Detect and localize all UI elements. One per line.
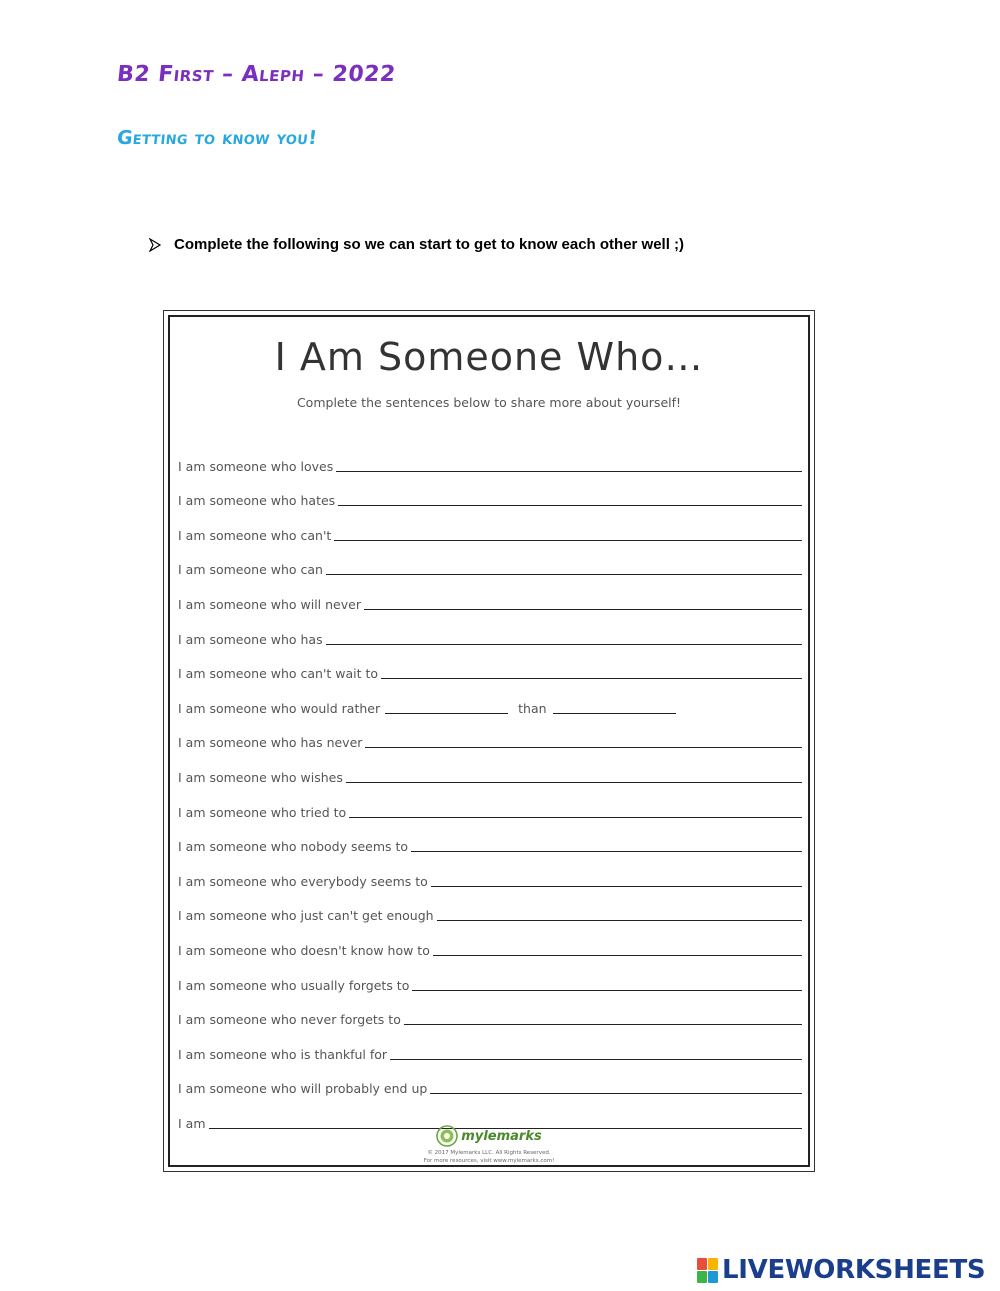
sentence-prompt: I am someone who can't <box>178 527 332 543</box>
sentence-row <box>178 510 802 545</box>
answer-blank[interactable] <box>381 678 802 679</box>
sentence-row <box>178 476 802 511</box>
answer-blank[interactable] <box>437 920 802 921</box>
sentence-prompt: I am someone who nobody seems to <box>178 839 409 855</box>
answer-blank[interactable] <box>385 713 508 714</box>
sentence-prompt: I am someone who hates <box>178 493 336 509</box>
worksheet-border <box>168 315 810 1167</box>
worksheet-image <box>163 310 815 1172</box>
answer-blank[interactable] <box>433 955 802 956</box>
arrow-bullet-icon <box>148 238 162 252</box>
sentence-prompt: I am someone who has never <box>178 735 363 751</box>
sentence-prompt: I am someone who will never <box>178 596 361 612</box>
sentence-row <box>178 856 802 891</box>
sentence-row <box>178 579 802 614</box>
sentence-row <box>178 441 802 476</box>
than-label: than <box>518 700 547 716</box>
sentence-row <box>178 614 802 649</box>
sentence-row <box>178 718 802 753</box>
copyright-line-2: For more resources, visit www.mylemarks.com! <box>423 1158 555 1164</box>
instruction-text: Complete the following so we can start to get to know each other well ;) <box>174 236 685 253</box>
answer-blank[interactable] <box>431 886 802 887</box>
mylemarks-logo-text: mylemarks <box>461 1128 542 1144</box>
brand-block-blue <box>708 1271 718 1283</box>
sentence-row <box>178 891 802 926</box>
sentence-prompt: I am someone who wishes <box>178 769 343 785</box>
sentence-prompt: I am someone who has <box>178 631 323 647</box>
sentence-prompt: I am someone who usually forgets to <box>178 977 410 993</box>
mylemarks-logo-icon <box>436 1125 458 1147</box>
answer-blank[interactable] <box>364 609 802 610</box>
sentence-prompt: I am someone who can't wait to <box>178 666 379 682</box>
answer-blank[interactable] <box>404 1024 802 1025</box>
answer-blank[interactable] <box>336 471 802 472</box>
sentence-prompt: I am someone who would rather <box>178 700 381 716</box>
instruction <box>148 236 684 253</box>
sentence-row <box>178 649 802 684</box>
sentence-prompt: I am someone who never forgets to <box>178 1012 401 1028</box>
page-subtitle: Getting to know you! <box>115 127 319 149</box>
liveworksheets-brand <box>697 1255 985 1285</box>
sentence-prompt: I am someone who doesn't know how to <box>178 942 430 958</box>
sentence-row <box>178 1029 802 1064</box>
sentence-prompt: I am someone who just can't get enough <box>178 908 434 924</box>
copyright-text <box>170 1149 808 1165</box>
sentence-row <box>178 752 802 787</box>
sentence-prompt: I am someone who loves <box>178 458 334 474</box>
sentence-prompt: I am someone who everybody seems to <box>178 873 428 889</box>
answer-blank[interactable] <box>390 1059 802 1060</box>
sentence-row <box>178 822 802 857</box>
brand-block-green <box>697 1271 707 1283</box>
sentence-row <box>178 925 802 960</box>
liveworksheets-brand-text: LIVEWORKSHEETS <box>722 1255 986 1285</box>
sentence-prompt: I am someone who will probably end up <box>178 1081 428 1097</box>
sentence-row <box>178 960 802 995</box>
answer-blank[interactable] <box>326 644 802 645</box>
sentence-prompt: I am <box>178 1115 206 1131</box>
liveworksheets-logo-icon <box>697 1258 718 1283</box>
answer-blank[interactable] <box>411 851 802 852</box>
answer-blank[interactable] <box>430 1093 802 1094</box>
sentence-prompt: I am someone who tried to <box>178 804 347 820</box>
answer-blank[interactable] <box>334 540 802 541</box>
sentence-row <box>178 545 802 580</box>
answer-blank[interactable] <box>349 817 802 818</box>
answer-blank[interactable] <box>338 505 802 506</box>
worksheet-subtitle: Complete the sentences below to share more about yourself! <box>296 395 682 410</box>
worksheet-title: I Am Someone Who… <box>274 335 704 379</box>
sentence-prompt: I am someone who can <box>178 562 323 578</box>
answer-blank[interactable] <box>365 747 802 748</box>
answer-blank[interactable] <box>553 713 676 714</box>
brand-block-yellow <box>708 1258 718 1270</box>
mylemarks-logo <box>170 1125 808 1152</box>
sentence-list <box>178 441 802 1133</box>
brand-block-red <box>697 1258 707 1270</box>
sentence-prompt: I am someone who is thankful for <box>178 1046 388 1062</box>
answer-blank[interactable] <box>412 990 802 991</box>
answer-blank[interactable] <box>326 574 802 575</box>
sentence-row <box>178 787 802 822</box>
sentence-row <box>178 995 802 1030</box>
copyright-line-1: © 2017 Mylemarks LLC. All Rights Reserved. <box>427 1150 551 1156</box>
sentence-row <box>178 683 802 718</box>
sentence-row <box>178 1064 802 1099</box>
page-title: B2 First – Aleph – 2022 <box>115 62 398 87</box>
answer-blank[interactable] <box>346 782 802 783</box>
